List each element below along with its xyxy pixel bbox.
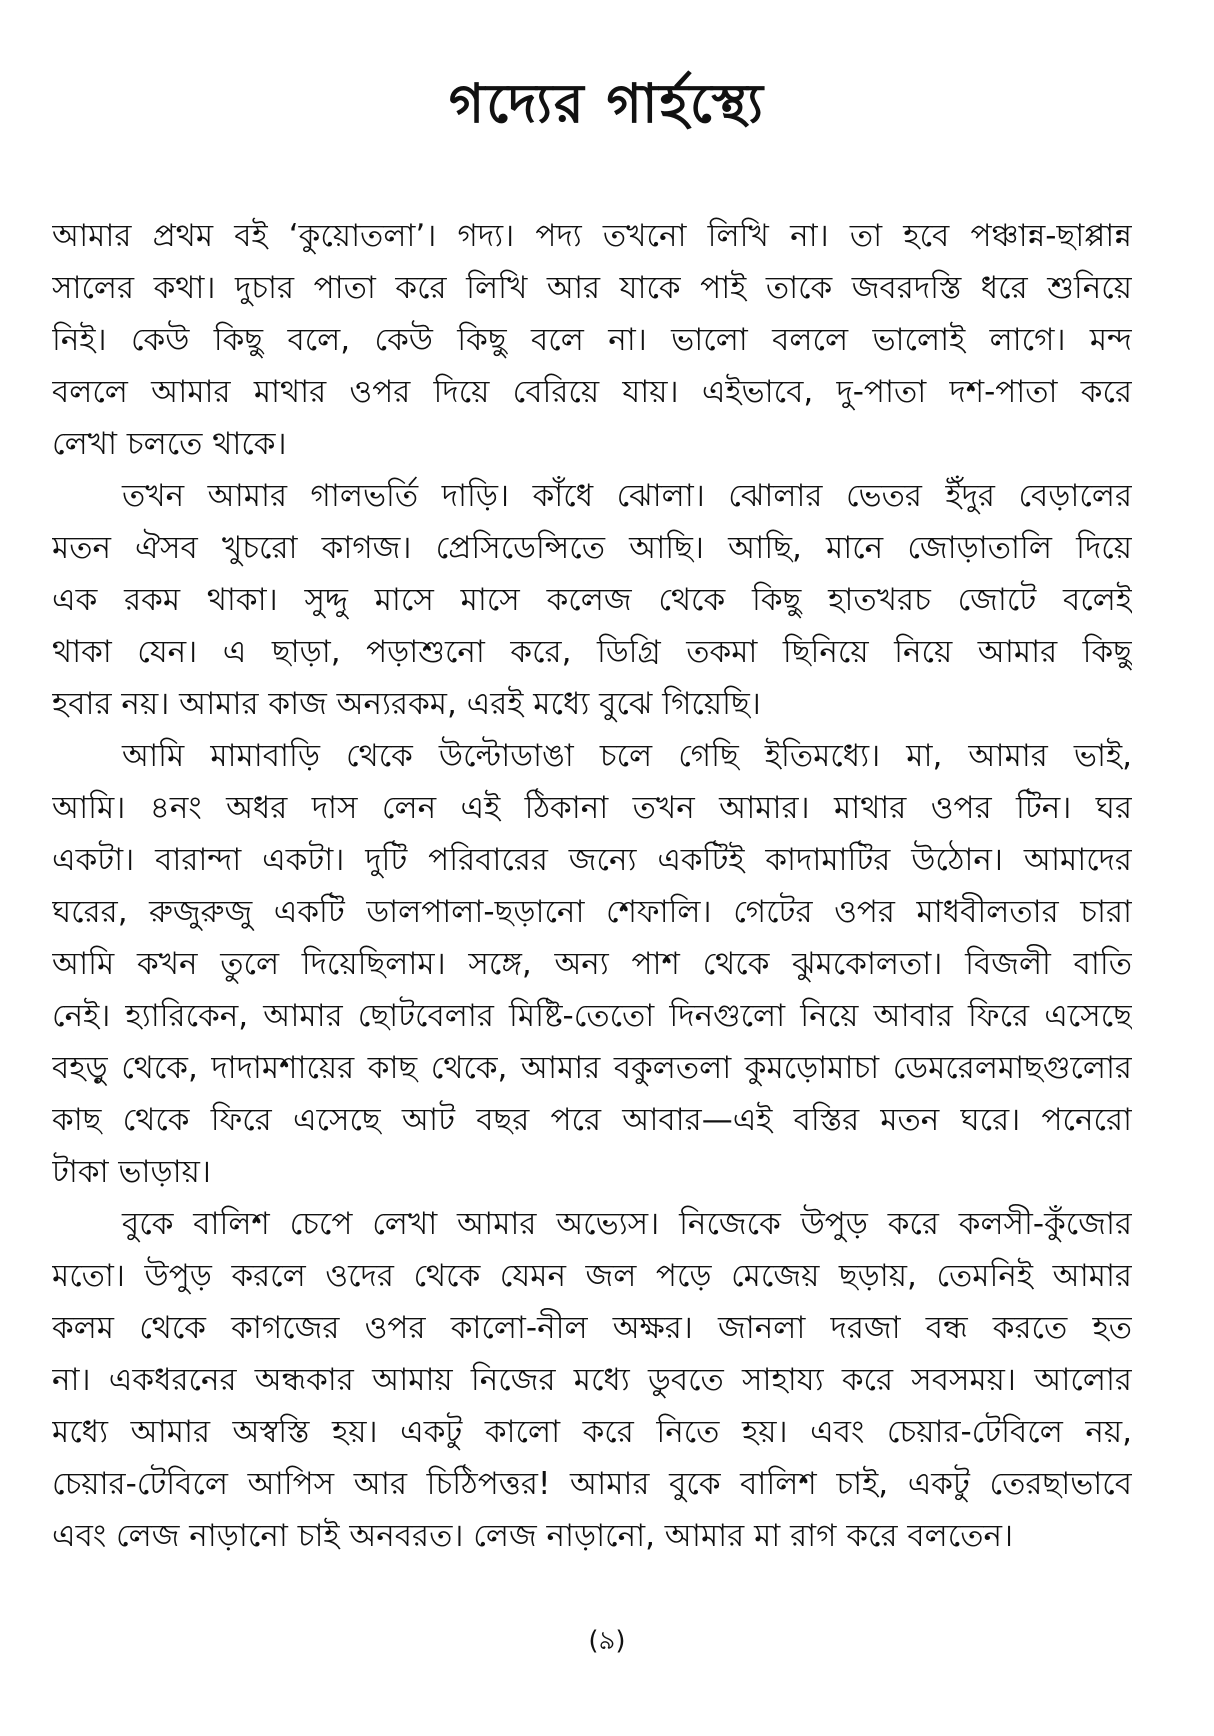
text-line: বললে আমার মাথার ওপর দিয়ে বেরিয়ে যায়। এইভাবে, দু-পাতা দশ-পাতা করে bbox=[52, 374, 1132, 410]
text-line: হবার নয়। আমার কাজ অন্যরকম, এরই মধ্যে বুঝে গিয়েছি। bbox=[52, 686, 761, 722]
text-line: একটা। বারান্দা একটা। দুটি পরিবারের জন্যে একটিই কাদামাটির উঠোন। আমাদের bbox=[52, 842, 1132, 878]
text-line: থাকা যেন। এ ছাড়া, পড়াশুনো করে, ডিগ্রি তকমা ছিনিয়ে নিয়ে আমার কিছু bbox=[52, 634, 1132, 670]
paragraph bbox=[52, 210, 1132, 470]
text-line: আমি কখন তুলে দিয়েছিলাম। সঙ্গে, অন্য পাশ থেকে ঝুমকোলতা। বিজলী বাতি bbox=[52, 946, 1132, 982]
paragraph bbox=[52, 1198, 1132, 1562]
body-text bbox=[52, 210, 1132, 1562]
text-line: মধ্যে আমার অস্বস্তি হয়। একটু কালো করে নিতে হয়। এবং চেয়ার-টেবিলে নয়, bbox=[52, 1414, 1132, 1450]
text-line: বুকে বালিশ চেপে লেখা আমার অভ্যেস। নিজেকে উপুড় করে কলসী-কুঁজোর bbox=[122, 1206, 1132, 1242]
text-line: লেখা চলতে থাকে। bbox=[52, 426, 287, 462]
paragraph bbox=[52, 730, 1132, 1198]
text-line: আমি। ৪নং অধর দাস লেন এই ঠিকানা তখন আমার। মাথার ওপর টিন। ঘর bbox=[52, 790, 1132, 826]
text-line: এবং লেজ নাড়ানো চাই অনবরত। লেজ নাড়ানো, আমার মা রাগ করে বলতেন। bbox=[52, 1518, 1014, 1554]
text-line: তখন আমার গালভর্তি দাড়ি। কাঁধে ঝোলা। ঝোলার ভেতর ইঁদুর বেড়ালের bbox=[122, 478, 1132, 514]
text-line: না। একধরনের অন্ধকার আমায় নিজের মধ্যে ডুবতে সাহায্য করে সবসময়। আলোর bbox=[52, 1362, 1132, 1398]
page-number: (৯) bbox=[588, 1626, 626, 1656]
text-line: ঘরের, রুজুরুজু একটি ডালপালা-ছড়ানো শেফালি। গেটের ওপর মাধবীলতার চারা bbox=[52, 894, 1132, 930]
text-line: মতন ঐসব খুচরো কাগজ। প্রেসিডেন্সিতে আছি। আছি, মানে জোড়াতালি দিয়ে bbox=[52, 530, 1132, 566]
text-line: সালের কথা। দুচার পাতা করে লিখি আর যাকে পাই তাকে জবরদস্তি ধরে শুনিয়ে bbox=[52, 270, 1132, 306]
text-line: আমি মামাবাড়ি থেকে উল্টোডাঙা চলে গেছি ইতিমধ্যে। মা, আমার ভাই, bbox=[122, 738, 1132, 774]
text-line: আমার প্রথম বই ‘কুয়োতলা’। গদ্য। পদ্য তখনো লিখি না। তা হবে পঞ্চান্ন-ছাপ্পান্ন bbox=[52, 218, 1132, 254]
text-line: কলম থেকে কাগজের ওপর কালো-নীল অক্ষর। জানলা দরজা বন্ধ করতে হত bbox=[52, 1310, 1132, 1346]
paragraph bbox=[52, 470, 1132, 730]
text-line: বহড়ু থেকে, দাদামশায়ের কাছ থেকে, আমার বকুলতলা কুমড়োমাচা ডেমরেলমাছগুলোর bbox=[52, 1050, 1132, 1086]
text-line: এক রকম থাকা। সুদ্দু মাসে মাসে কলেজ থেকে কিছু হাতখরচ জোটে বলেই bbox=[52, 582, 1132, 618]
text-line: নিই। কেউ কিছু বলে, কেউ কিছু বলে না। ভালো বললে ভালোই লাগে। মন্দ bbox=[52, 322, 1132, 358]
text-line: নেই। হ্যারিকেন, আমার ছোটবেলার মিষ্টি-তেতো দিনগুলো নিয়ে আবার ফিরে এসেছে bbox=[52, 998, 1132, 1034]
text-line: মতো। উপুড় করলে ওদের থেকে যেমন জল পড়ে মেজেয় ছড়ায়, তেমনিই আমার bbox=[52, 1258, 1132, 1294]
text-line: চেয়ার-টেবিলে আপিস আর চিঠিপত্তর! আমার বুকে বালিশ চাই, একটু তেরছাভাবে bbox=[52, 1466, 1132, 1502]
text-line: টাকা ভাড়ায়। bbox=[52, 1154, 211, 1190]
text-line: কাছ থেকে ফিরে এসেছে আট বছর পরে আবার—এই বস্তির মতন ঘরে। পনেরো bbox=[52, 1102, 1132, 1138]
chapter-title: গদ্যের গার্হস্থ্যে bbox=[448, 72, 766, 135]
